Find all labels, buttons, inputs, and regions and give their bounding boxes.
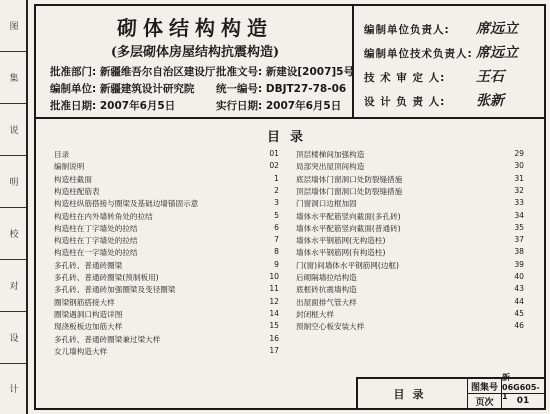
toc-entry[interactable] [54,272,279,284]
signature: 王石 [476,69,504,85]
toc-entry-page: 37 [514,235,524,245]
responsibility-block [354,6,544,117]
toc-entry-title: 构造柱纵筋搭接与圈梁及基础边墙锚固示意 [54,199,199,209]
toc-entry-page: 8 [274,247,279,257]
sheet-name: 目录 [358,379,468,408]
toc-entry-title: 构造柱截面 [54,174,92,184]
toc-entry[interactable] [296,198,524,210]
responsible-label: 编制单位技术负责人: [364,48,473,60]
sidebar-text: 集 [7,72,18,83]
toc-entry[interactable] [54,297,279,309]
document-subtitle: (多层砌体房屋结构抗震构造) [110,45,280,60]
meta-value: 新疆维吾尔自治区建设厅 [99,66,216,78]
unified-number [216,81,346,96]
meta-label: 实行日期: [216,100,263,112]
toc-entry-title: 封闭框大样 [296,309,334,319]
toc-entry[interactable] [296,174,524,186]
toc-entry-title: 墙体水平钢筋网(有构造柱) [296,248,386,258]
toc-entry-title: 后砌隔墙拉结构造 [296,273,357,282]
toc-entry-title: 圈梁钢筋搭接大样 [54,297,115,307]
toc-entry-page: 33 [514,198,524,208]
responsible-row [364,90,539,112]
approval-date [50,98,175,113]
toc-entry-page: 30 [514,161,524,171]
toc-entry[interactable] [54,321,279,333]
drawing-frame [34,4,546,410]
toc-entry-page: 32 [514,185,524,195]
toc-entry[interactable] [54,198,279,210]
approval-sidebar [0,0,28,414]
set-number-value: 新06G605-1 [502,379,544,394]
toc-entry-title: 圈梁遇洞口构造详图 [54,309,123,319]
toc-entry-page: 12 [269,296,279,306]
toc-entry[interactable] [54,174,279,186]
toc-entry[interactable] [54,211,279,223]
toc-entry-page: 34 [514,210,524,220]
toc-entry-title: 门(窗)间墙体水平钢筋网(边框) [296,260,399,270]
sidebar-cell [0,312,26,364]
toc-entry-page: 1 [274,173,279,183]
toc-entry-title: 墙体水平钢筋网(无构造柱) [296,236,386,246]
sidebar-cell [0,260,26,312]
toc-entry-page: 35 [514,222,524,232]
toc-entry-page: 15 [269,321,279,331]
toc-entry-page: 17 [269,345,279,355]
toc-entry[interactable] [54,309,279,321]
toc-entry-title: 女儿墙构造大样 [54,346,108,356]
toc-entry-page: 6 [274,222,279,232]
toc-entry-page: 02 [269,161,279,171]
compiling-unit [50,81,194,96]
responsible-row [364,66,539,88]
toc-entry[interactable] [296,235,524,247]
toc-entry-page: 38 [514,247,524,257]
toc-entry[interactable] [54,247,279,259]
toc-entry-page: 43 [514,284,524,294]
responsible-label: 设 计 负 责 人: [364,96,446,108]
meta-label: 编制单位: [50,83,97,95]
sidebar-cell [0,52,26,104]
toc-entry[interactable] [54,284,279,296]
meta-value: 新疆建筑设计研究院 [99,83,195,95]
signature: 张新 [476,93,504,109]
meta-value: DBJT27-78-06 [265,83,347,95]
toc-entry[interactable] [54,161,279,173]
toc-entry-title: 多孔砖、普通砖圈梁 [54,260,123,270]
toc-entry-page: 16 [269,333,279,343]
approval-number [216,64,354,79]
toc-entry-title: 顶层墙体门窗洞口处防裂缝措施 [296,186,403,196]
toc-entry-page: 44 [514,296,524,306]
meta-label: 批准文号: [216,66,263,78]
sidebar-cell [0,104,26,156]
toc-entry-page: 46 [514,321,524,331]
signature: 席远立 [476,21,518,37]
toc-entry-title: 局部突出屋顶间构造 [296,162,365,172]
toc-entry[interactable] [296,247,524,259]
toc-entry-title: 预制空心板安装大样 [296,322,365,332]
toc-entry-title: 构造柱在一字墙处的拉结 [54,248,138,258]
toc-entry[interactable] [296,284,524,296]
responsible-row [364,18,539,40]
document-title: 砌体结构构造 [117,16,273,40]
responsible-row [364,42,539,64]
toc-entry-page: 01 [269,149,279,158]
sidebar-text: 计 [7,384,18,394]
toc-entry[interactable] [54,346,279,358]
page-label: 页次 [468,394,502,408]
toc-entry[interactable] [296,309,524,321]
toc-entry-page: 9 [274,259,279,269]
title-block [36,6,544,119]
signature: 席远立 [476,45,518,61]
meta-label: 批准日期: [50,100,97,112]
set-number-label: 图集号 [468,379,502,394]
toc-entry-title: 底层墙体门窗洞口处防裂缝措施 [296,174,403,184]
toc-entry-title: 出屋面排气管大样 [296,297,357,307]
sidebar-cell [0,156,26,208]
toc-entry-title: 门窗洞口边框加固 [296,199,357,209]
meta-value: 新建设[2007]5号 [265,66,354,78]
toc-entry-title: 目录 [54,150,70,159]
toc-entry[interactable] [296,186,524,198]
toc-entry[interactable] [54,149,279,161]
meta-value: 2007年6月5日 [99,100,176,112]
toc-entry-title: 多孔砖、普通砖圈梁(预制板用) [54,273,159,282]
toc-entry-page: 29 [514,149,524,158]
sidebar-text: 明 [7,176,18,187]
toc-entry[interactable] [296,260,524,272]
toc-entry[interactable] [296,149,524,161]
toc-entry-title: 墙体水平配筋竖向截面(普通砖) [296,223,401,233]
responsible-label: 编制单位负责人: [364,24,450,36]
meta-label: 批准部门: [50,66,97,78]
effective-date [216,98,341,113]
toc-entry[interactable] [54,235,279,247]
toc-entry[interactable] [54,334,279,346]
sidebar-cell [0,0,26,52]
toc-entry-page: 5 [274,210,279,220]
sidebar-text: 说 [7,124,18,135]
sidebar-cell [0,364,26,414]
toc-entry-title: 墙体水平配筋竖向截面(多孔砖) [296,211,401,221]
toc-entry-page: 3 [274,198,279,208]
title-block-left [36,6,354,117]
toc-entry[interactable] [296,223,524,235]
toc-entry-page: 39 [514,259,524,269]
meta-value: 2007年6月5日 [265,100,342,112]
toc-entry-title: 现浇板板边加筋大样 [54,322,123,332]
toc-entry[interactable] [296,161,524,173]
toc-entry-title: 底框砖抗震墙构造 [296,285,357,295]
sidebar-text: 校 [7,228,18,239]
toc-entry-title: 多孔砖、普通砖加强圈梁及变径圈梁 [54,285,176,295]
sidebar-text: 对 [7,280,18,291]
toc-entry[interactable] [296,297,524,309]
title-stamp [356,372,544,408]
toc-entry-title: 构造柱在内外墙转角处的拉结 [54,211,153,221]
toc-title: 目录 [266,130,313,145]
page-value: 01 [516,396,530,406]
toc-entry[interactable] [296,211,524,223]
toc-entry[interactable] [296,321,524,333]
toc-entry-page: 2 [274,185,279,195]
toc-entry-title: 构造柱在丁字墙处的拉结 [54,236,138,246]
toc-entry-title: 多孔砖、普通砖圈梁兼过梁大样 [54,334,161,344]
meta-label: 统一编号: [216,83,263,95]
toc-entry-page: 7 [274,235,279,245]
toc-entry-page: 10 [269,272,279,281]
toc-entry[interactable] [54,223,279,235]
toc-entry-title: 编制说明 [54,162,85,172]
toc-entry-title: 顶层楼梯间加强构造 [296,150,365,159]
sidebar-text: 图 [7,20,18,31]
toc-entry-page: 14 [269,308,279,318]
toc-entry[interactable] [54,186,279,198]
sidebar-text: 设 [7,332,18,343]
toc-entry-title: 构造柱在丁字墙处的拉结 [54,223,138,233]
toc-entry-title: 构造柱配筋表 [54,186,100,196]
toc-entry-page: 45 [514,308,524,318]
toc-entry-page: 40 [514,272,524,281]
approval-department [50,64,215,79]
toc-entry[interactable] [54,260,279,272]
toc-entry-page: 31 [514,173,524,183]
responsible-label: 技 术 审 定 人: [364,72,446,84]
sidebar-cell [0,208,26,260]
toc-entry[interactable] [296,272,524,284]
toc-entry-page: 11 [269,284,279,294]
